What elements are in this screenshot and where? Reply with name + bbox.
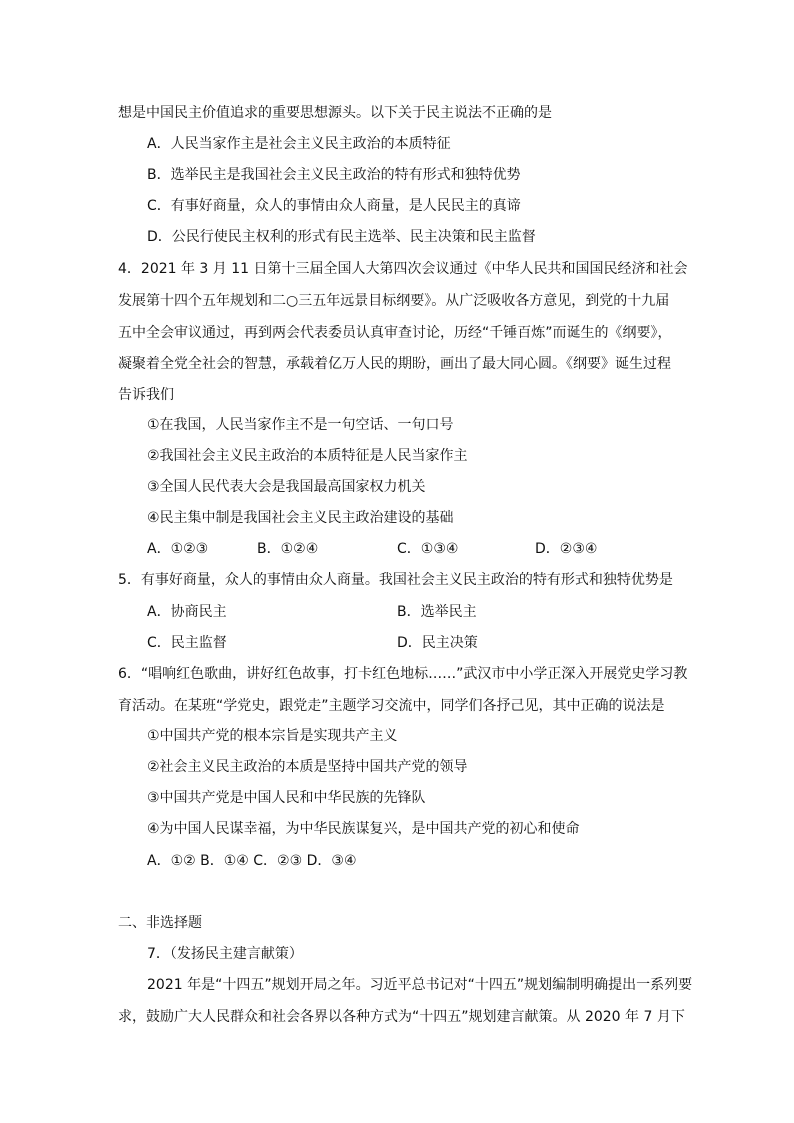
q4-stem-line: 发展第十四个五年规划和二○三五年远景目标纲要》。从广泛吸收各方意见，到党的十九届: [118, 293, 670, 309]
q4-option-b: B．①②④: [257, 541, 319, 557]
q6-statement-4: ④为中国人民谋幸福，为中华民族谋复兴，是中国共产党的初心和使命: [147, 821, 580, 837]
q4-stem-line: 告诉我们: [118, 387, 174, 403]
q5-option-b: B．选举民主: [397, 604, 477, 620]
q4-statement-2: ②我国社会主义民主政治的本质特征是人民当家作主: [147, 448, 468, 464]
q3-option-a: A．人民当家作主是社会主义民主政治的本质特征: [147, 136, 451, 152]
q4-stem-line: 凝聚着全党全社会的智慧，承载着亿万人民的期盼，画出了最大同心圆。《纲要》诞生过程: [118, 356, 671, 372]
q4-stem-line: 五中全会审议通过，再到两会代表委员认真审查讨论，历经“千锤百炼”而诞生的《纲要》，: [118, 325, 672, 341]
section-heading: 二、非选择题: [118, 915, 202, 931]
q6-options: A．①② B．①④ C．②③ D．③④: [147, 853, 357, 869]
q3-option-c: C．有事好商量，众人的事情由众人商量，是人民民主的真谛: [147, 198, 521, 214]
q4-option-a: A．①②③: [147, 541, 209, 557]
q5-option-c: C．民主监督: [147, 635, 227, 651]
q4-option-d: D．②③④: [535, 541, 598, 557]
q5-option-d: D．民主决策: [397, 635, 478, 651]
q4-statement-1: ①在我国，人民当家作主不是一句空话、一句口号: [147, 417, 454, 433]
q6-stem-line: 6．“唱响红色歌曲，讲好红色故事，打卡红色地标……”武汉市中小学正深入开展党史学习教: [118, 666, 688, 682]
q4-statement-4: ④民主集中制是我国社会主义民主政治建设的基础: [147, 510, 454, 526]
q6-statement-3: ③中国共产党是中国人民和中华民族的先锋队: [147, 790, 426, 806]
q7-text-line: 2021 年是“十四五”规划开局之年。习近平总书记对“十四五”规划编制明确提出一系列要: [147, 977, 693, 993]
q4-statement-3: ③全国人民代表大会是我国最高国家权力机关: [147, 479, 426, 495]
q4-stem-line: 4．2021 年 3 月 11 日第十三届全国人大第四次会议通过《中华人民共和国国民经济和社会: [118, 261, 688, 277]
q3-option-b: B．选举民主是我国社会主义民主政治的特有形式和独特优势: [147, 167, 521, 183]
q4-option-c: C．①③④: [397, 541, 459, 557]
q5-option-a: A．协商民主: [147, 604, 227, 620]
q6-statement-2: ②社会主义民主政治的本质是坚持中国共产党的领导: [147, 759, 468, 775]
q7-text-line: 求，鼓励广大人民群众和社会各界以各种方式为“十四五”规划建言献策。从 2020 年 7 月下: [118, 1009, 685, 1025]
q6-stem-line: 育活动。在某班“学党史，跟党走”主题学习交流中，同学们各抒己见，其中正确的说法是: [118, 698, 665, 714]
q3-stem-tail: 想是中国民主价值追求的重要思想源头。以下关于民主说法不正确的是: [118, 105, 552, 121]
q3-option-d: D．公民行使民主权利的形式有民主选举、民主决策和民主监督: [147, 229, 536, 245]
q6-statement-1: ①中国共产党的根本宗旨是实现共产主义: [147, 728, 398, 744]
q5-stem: 5．有事好商量，众人的事情由众人商量。我国社会主义民主政治的特有形式和独特优势是: [118, 572, 673, 588]
q7-title: 7．（发扬民主建言献策）: [147, 946, 303, 962]
